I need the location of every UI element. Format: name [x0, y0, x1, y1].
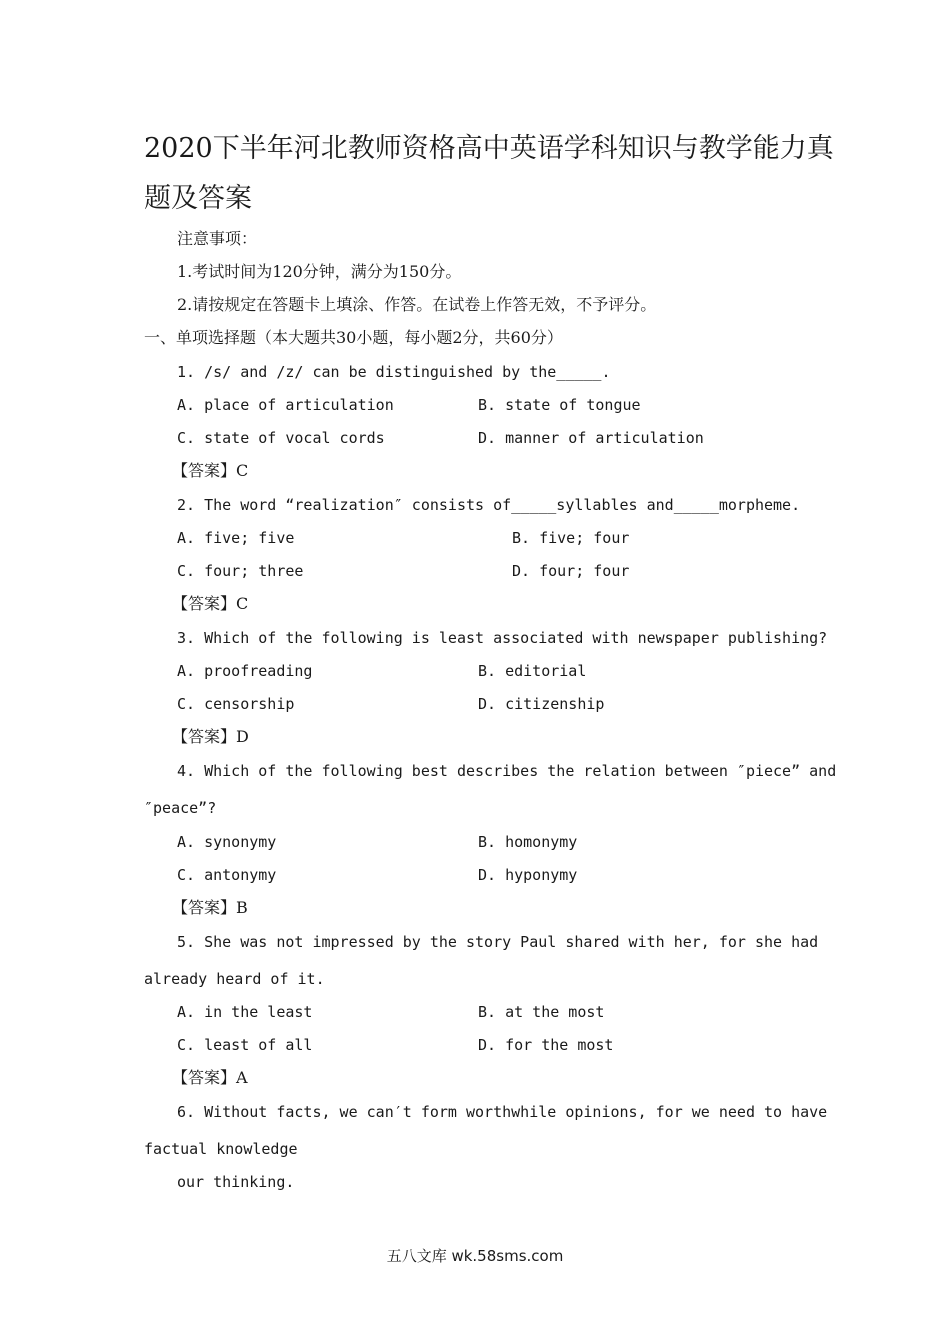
question-3-option-a: A. proofreading	[177, 662, 313, 680]
question-2-answer: 【答案】C	[172, 594, 249, 613]
question-5-stem: 5. She was not impressed by the story Paul shared with her, for she had	[177, 933, 819, 951]
question-2-option-b: B. five; four	[512, 529, 630, 547]
question-1-option-c: C. state of vocal cords	[177, 429, 385, 447]
question-5-option-b: B. at the most	[478, 1003, 605, 1021]
notice-item-2: 2.请按规定在答题卡上填涂、作答。在试卷上作答无效，不予评分。	[177, 295, 657, 314]
question-1-option-a: A. place of articulation	[177, 396, 394, 414]
question-3-option-c: C. censorship	[177, 695, 295, 713]
question-4-option-b: B. homonymy	[478, 833, 578, 851]
question-6-stem: 6. Without facts, we can′t form worthwhile opinions, for we need to have	[177, 1103, 828, 1121]
question-5-stem-continued: already heard of it.	[144, 970, 325, 988]
question-6-stem-continued-2: our thinking.	[177, 1173, 295, 1191]
notice-item-1: 1.考试时间为120分钟，满分为150分。	[177, 262, 462, 281]
question-2-stem: 2. The word “realization″ consists of_____syllables and_____morpheme.	[177, 496, 801, 514]
question-2-option-a: A. five; five	[177, 529, 295, 547]
question-4-stem: 4. Which of the following best describes the relation between ″piece” and	[177, 762, 837, 780]
document-title-line-1: 2020下半年河北教师资格高中英语学科知识与教学能力真	[144, 133, 834, 164]
question-5-option-c: C. least of all	[177, 1036, 313, 1054]
section-heading: 一、单项选择题（本大题共30小题，每小题2分，共60分）	[144, 328, 563, 347]
question-5-option-d: D. for the most	[478, 1036, 614, 1054]
question-2-option-c: C. four; three	[177, 562, 304, 580]
question-3-stem: 3. Which of the following is least associated with newspaper publishing?	[177, 629, 828, 647]
question-5-answer: 【答案】A	[172, 1068, 248, 1087]
question-3-answer: 【答案】D	[172, 727, 249, 746]
footer-watermark: 五八文库 wk.58sms.com	[386, 1247, 564, 1265]
question-4-option-c: C. antonymy	[177, 866, 277, 884]
question-1-stem: 1. /s/ and /z/ can be distinguished by the_____.	[177, 363, 611, 381]
question-2-option-d: D. four; four	[512, 562, 630, 580]
question-4-stem-continued: ″peace”?	[144, 799, 217, 817]
question-1-answer: 【答案】C	[172, 461, 249, 480]
question-3-option-d: D. citizenship	[478, 695, 605, 713]
question-4-answer: 【答案】B	[172, 898, 248, 917]
question-4-option-a: A. synonymy	[177, 833, 277, 851]
question-1-option-b: B. state of tongue	[478, 396, 641, 414]
question-3-option-b: B. editorial	[478, 662, 587, 680]
question-1-option-d: D. manner of articulation	[478, 429, 704, 447]
document-title-line-2: 题及答案	[144, 183, 252, 214]
question-5-option-a: A. in the least	[177, 1003, 313, 1021]
notice-heading: 注意事项：	[177, 229, 258, 248]
question-4-option-d: D. hyponymy	[478, 866, 578, 884]
question-6-stem-continued: factual knowledge	[144, 1140, 298, 1158]
